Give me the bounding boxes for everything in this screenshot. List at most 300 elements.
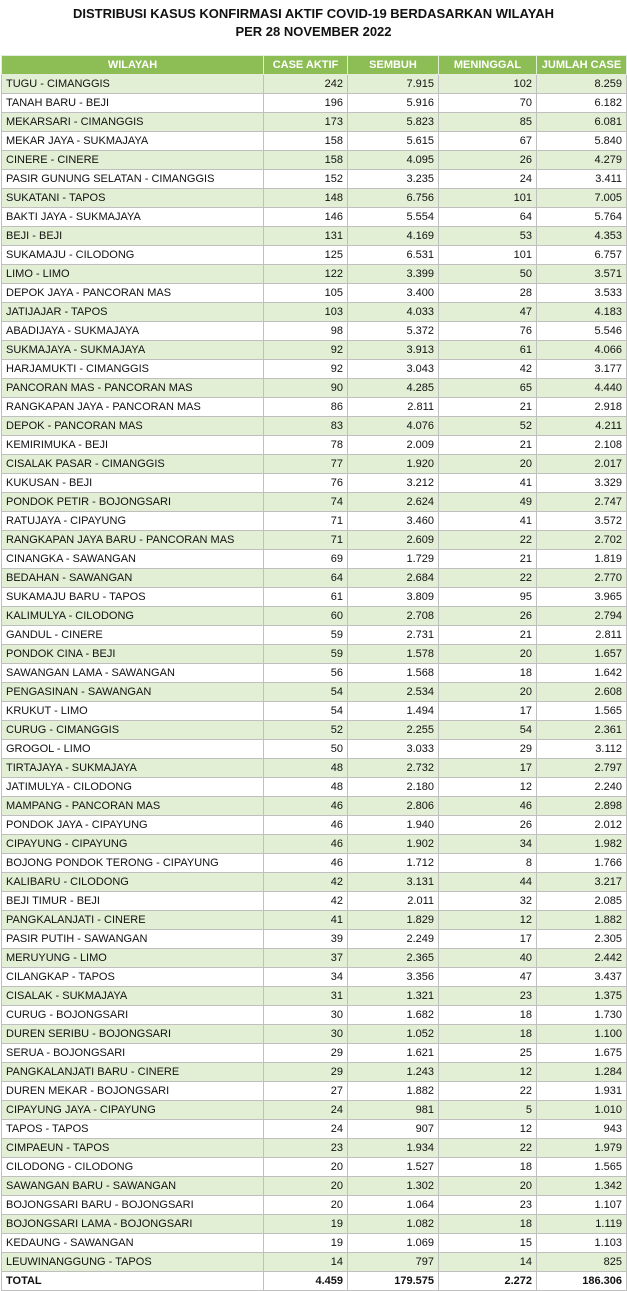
cell-sembuh: 2.011 (348, 892, 439, 911)
cell-case-aktif: 173 (264, 113, 348, 132)
cell-wilayah: LEUWINANGGUNG - TAPOS (2, 1253, 264, 1272)
cell-meninggal: 85 (439, 113, 537, 132)
table-row (2, 1101, 627, 1120)
cell-meninggal: 18 (439, 1006, 537, 1025)
cell-meninggal: 20 (439, 455, 537, 474)
cell-sembuh: 6.756 (348, 189, 439, 208)
cell-meninggal: 21 (439, 626, 537, 645)
cell-jumlah-case: 3.177 (537, 360, 627, 379)
table-row (2, 474, 627, 493)
cell-case-aktif: 46 (264, 835, 348, 854)
header-wilayah: WILAYAH (2, 56, 264, 75)
table-row (2, 664, 627, 683)
table-row (2, 1196, 627, 1215)
cell-wilayah: MEKARSARI - CIMANGGIS (2, 113, 264, 132)
cell-jumlah-case: 2.898 (537, 797, 627, 816)
cell-case-aktif: 71 (264, 531, 348, 550)
cell-jumlah-case: 2.702 (537, 531, 627, 550)
cell-sembuh: 4.076 (348, 417, 439, 436)
cell-wilayah: CURUG - BOJONGSARI (2, 1006, 264, 1025)
cell-meninggal: 32 (439, 892, 537, 911)
cell-jumlah-case: 1.675 (537, 1044, 627, 1063)
cell-case-aktif: 56 (264, 664, 348, 683)
cell-wilayah: KUKUSAN - BEJI (2, 474, 264, 493)
cell-case-aktif: 77 (264, 455, 348, 474)
table-row (2, 873, 627, 892)
cell-wilayah: BOJONGSARI LAMA - BOJONGSARI (2, 1215, 264, 1234)
cell-meninggal: 12 (439, 1120, 537, 1139)
cell-wilayah: GANDUL - CINERE (2, 626, 264, 645)
cell-jumlah-case: 2.085 (537, 892, 627, 911)
cell-sembuh: 3.913 (348, 341, 439, 360)
cell-meninggal: 17 (439, 702, 537, 721)
cell-sembuh: 1.882 (348, 1082, 439, 1101)
cell-sembuh: 7.915 (348, 75, 439, 94)
cell-meninggal: 18 (439, 664, 537, 683)
cell-meninggal: 52 (439, 417, 537, 436)
cell-wilayah: PANGKALANJATI BARU - CINERE (2, 1063, 264, 1082)
cell-case-aktif: 20 (264, 1158, 348, 1177)
cell-wilayah: MEKAR JAYA - SUKMAJAYA (2, 132, 264, 151)
cell-sembuh: 1.829 (348, 911, 439, 930)
cell-case-aktif: 42 (264, 892, 348, 911)
table-row (2, 360, 627, 379)
cell-wilayah: SUKATANI - TAPOS (2, 189, 264, 208)
cell-jumlah-case: 1.107 (537, 1196, 627, 1215)
cell-meninggal: 64 (439, 208, 537, 227)
cell-jumlah-case: 3.533 (537, 284, 627, 303)
cell-case-aktif: 86 (264, 398, 348, 417)
cell-sembuh: 1.069 (348, 1234, 439, 1253)
cell-wilayah: BEJI - BEJI (2, 227, 264, 246)
cell-meninggal: 41 (439, 474, 537, 493)
report-title (0, 0, 627, 40)
cell-jumlah-case: 3.965 (537, 588, 627, 607)
cell-sembuh: 3.033 (348, 740, 439, 759)
cell-meninggal: 21 (439, 550, 537, 569)
cell-case-aktif: 103 (264, 303, 348, 322)
cell-wilayah: CISALAK - SUKMAJAYA (2, 987, 264, 1006)
cell-jumlah-case: 1.103 (537, 1234, 627, 1253)
cell-wilayah: SUKAMAJU BARU - TAPOS (2, 588, 264, 607)
cell-wilayah: KEMIRIMUKA - BEJI (2, 436, 264, 455)
cell-meninggal: 46 (439, 797, 537, 816)
cell-jumlah-case: 1.730 (537, 1006, 627, 1025)
cell-case-aktif: 148 (264, 189, 348, 208)
cell-jumlah-case: 1.284 (537, 1063, 627, 1082)
cell-case-aktif: 122 (264, 265, 348, 284)
cell-case-aktif: 19 (264, 1215, 348, 1234)
cell-sembuh: 3.356 (348, 968, 439, 987)
cell-jumlah-case: 1.010 (537, 1101, 627, 1120)
table-row (2, 797, 627, 816)
cell-wilayah: MAMPANG - PANCORAN MAS (2, 797, 264, 816)
table-row (2, 759, 627, 778)
cell-case-aktif: 152 (264, 170, 348, 189)
cell-meninggal: 20 (439, 683, 537, 702)
cell-wilayah: RATUJAYA - CIPAYUNG (2, 512, 264, 531)
cell-sembuh: 1.729 (348, 550, 439, 569)
cell-case-aktif: 20 (264, 1177, 348, 1196)
total-meninggal: 2.272 (439, 1272, 537, 1291)
cell-jumlah-case: 1.565 (537, 702, 627, 721)
cell-jumlah-case: 1.882 (537, 911, 627, 930)
table-row (2, 284, 627, 303)
cell-sembuh: 4.169 (348, 227, 439, 246)
cell-jumlah-case: 3.571 (537, 265, 627, 284)
table-row (2, 588, 627, 607)
cell-sembuh: 1.920 (348, 455, 439, 474)
cell-wilayah: CINERE - CINERE (2, 151, 264, 170)
cell-wilayah: KALIBARU - CILODONG (2, 873, 264, 892)
cell-meninggal: 65 (439, 379, 537, 398)
cell-jumlah-case: 2.770 (537, 569, 627, 588)
cell-case-aktif: 19 (264, 1234, 348, 1253)
cell-case-aktif: 76 (264, 474, 348, 493)
cell-wilayah: SERUA - BOJONGSARI (2, 1044, 264, 1063)
cell-meninggal: 14 (439, 1253, 537, 1272)
cell-case-aktif: 29 (264, 1063, 348, 1082)
cell-meninggal: 20 (439, 1177, 537, 1196)
cell-wilayah: CIMPAEUN - TAPOS (2, 1139, 264, 1158)
table-row (2, 1006, 627, 1025)
cell-sembuh: 2.249 (348, 930, 439, 949)
cell-sembuh: 1.621 (348, 1044, 439, 1063)
cell-sembuh: 2.365 (348, 949, 439, 968)
cell-meninggal: 12 (439, 911, 537, 930)
cell-meninggal: 21 (439, 398, 537, 417)
cell-sembuh: 1.064 (348, 1196, 439, 1215)
cell-sembuh: 3.043 (348, 360, 439, 379)
cell-sembuh: 1.568 (348, 664, 439, 683)
cell-wilayah: PASIR PUTIH - SAWANGAN (2, 930, 264, 949)
cell-wilayah: MERUYUNG - LIMO (2, 949, 264, 968)
table-row (2, 493, 627, 512)
cell-case-aktif: 242 (264, 75, 348, 94)
cell-case-aktif: 158 (264, 151, 348, 170)
cell-case-aktif: 48 (264, 759, 348, 778)
table-row (2, 1063, 627, 1082)
cell-meninggal: 23 (439, 987, 537, 1006)
cell-case-aktif: 46 (264, 797, 348, 816)
cell-sembuh: 1.578 (348, 645, 439, 664)
cell-sembuh: 1.243 (348, 1063, 439, 1082)
cell-sembuh: 3.460 (348, 512, 439, 531)
total-label: TOTAL (2, 1272, 264, 1291)
cell-jumlah-case: 943 (537, 1120, 627, 1139)
cell-meninggal: 15 (439, 1234, 537, 1253)
cell-case-aktif: 105 (264, 284, 348, 303)
cell-jumlah-case: 3.437 (537, 968, 627, 987)
table-row (2, 227, 627, 246)
cell-case-aktif: 131 (264, 227, 348, 246)
cell-wilayah: DEPOK - PANCORAN MAS (2, 417, 264, 436)
title-line-1: DISTRIBUSI KASUS KONFIRMASI AKTIF COVID-19 BERDASARKAN WILAYAH (72, 6, 555, 21)
cell-sembuh: 3.235 (348, 170, 439, 189)
cell-wilayah: DUREN SERIBU - BOJONGSARI (2, 1025, 264, 1044)
cell-wilayah: BEDAHAN - SAWANGAN (2, 569, 264, 588)
cell-meninggal: 61 (439, 341, 537, 360)
cell-case-aktif: 54 (264, 702, 348, 721)
cell-jumlah-case: 6.757 (537, 246, 627, 265)
cell-wilayah: PONDOK JAYA - CIPAYUNG (2, 816, 264, 835)
cell-case-aktif: 52 (264, 721, 348, 740)
cell-case-aktif: 196 (264, 94, 348, 113)
table-row (2, 930, 627, 949)
cell-case-aktif: 69 (264, 550, 348, 569)
cell-sembuh: 1.494 (348, 702, 439, 721)
cell-meninggal: 22 (439, 531, 537, 550)
cell-sembuh: 4.033 (348, 303, 439, 322)
cell-meninggal: 18 (439, 1158, 537, 1177)
cell-case-aktif: 27 (264, 1082, 348, 1101)
cell-wilayah: RANGKAPAN JAYA - PANCORAN MAS (2, 398, 264, 417)
cell-jumlah-case: 3.329 (537, 474, 627, 493)
cell-meninggal: 53 (439, 227, 537, 246)
cell-case-aktif: 64 (264, 569, 348, 588)
cell-jumlah-case: 1.375 (537, 987, 627, 1006)
spacer (0, 40, 627, 55)
table-row (2, 1253, 627, 1272)
table-row (2, 113, 627, 132)
cell-jumlah-case: 1.819 (537, 550, 627, 569)
table-header-row (2, 56, 627, 75)
cell-case-aktif: 158 (264, 132, 348, 151)
header-meninggal: MENINGGAL (439, 56, 537, 75)
table-body (2, 75, 627, 1272)
cell-wilayah: SAWANGAN LAMA - SAWANGAN (2, 664, 264, 683)
cell-meninggal: 54 (439, 721, 537, 740)
cell-meninggal: 12 (439, 1063, 537, 1082)
cell-case-aktif: 60 (264, 607, 348, 626)
cell-case-aktif: 83 (264, 417, 348, 436)
cell-wilayah: BOJONG PONDOK TERONG - CIPAYUNG (2, 854, 264, 873)
cell-meninggal: 40 (439, 949, 537, 968)
cell-case-aktif: 23 (264, 1139, 348, 1158)
cell-jumlah-case: 1.931 (537, 1082, 627, 1101)
cell-sembuh: 2.731 (348, 626, 439, 645)
cell-sembuh: 1.302 (348, 1177, 439, 1196)
cell-sembuh: 3.809 (348, 588, 439, 607)
cell-sembuh: 907 (348, 1120, 439, 1139)
total-row (2, 1272, 627, 1291)
cell-case-aktif: 92 (264, 341, 348, 360)
covid-distribution-table (1, 55, 627, 1291)
cell-wilayah: LIMO - LIMO (2, 265, 264, 284)
cell-jumlah-case: 5.840 (537, 132, 627, 151)
cell-jumlah-case: 2.918 (537, 398, 627, 417)
cell-wilayah: PENGASINAN - SAWANGAN (2, 683, 264, 702)
table-row (2, 683, 627, 702)
cell-sembuh: 2.684 (348, 569, 439, 588)
cell-jumlah-case: 1.642 (537, 664, 627, 683)
cell-case-aktif: 90 (264, 379, 348, 398)
cell-jumlah-case: 1.979 (537, 1139, 627, 1158)
cell-jumlah-case: 2.361 (537, 721, 627, 740)
cell-meninggal: 17 (439, 930, 537, 949)
table-row (2, 569, 627, 588)
cell-meninggal: 49 (439, 493, 537, 512)
table-row (2, 170, 627, 189)
cell-wilayah: DUREN MEKAR - BOJONGSARI (2, 1082, 264, 1101)
cell-meninggal: 18 (439, 1215, 537, 1234)
cell-meninggal: 18 (439, 1025, 537, 1044)
cell-case-aktif: 34 (264, 968, 348, 987)
cell-case-aktif: 31 (264, 987, 348, 1006)
cell-meninggal: 76 (439, 322, 537, 341)
cell-jumlah-case: 1.565 (537, 1158, 627, 1177)
cell-jumlah-case: 1.119 (537, 1215, 627, 1234)
cell-wilayah: KRUKUT - LIMO (2, 702, 264, 721)
cell-sembuh: 2.180 (348, 778, 439, 797)
cell-meninggal: 70 (439, 94, 537, 113)
cell-case-aktif: 46 (264, 816, 348, 835)
cell-wilayah: RANGKAPAN JAYA BARU - PANCORAN MAS (2, 531, 264, 550)
cell-sembuh: 1.052 (348, 1025, 439, 1044)
cell-sembuh: 3.399 (348, 265, 439, 284)
table-row (2, 94, 627, 113)
cell-sembuh: 2.732 (348, 759, 439, 778)
cell-wilayah: SAWANGAN BARU - SAWANGAN (2, 1177, 264, 1196)
cell-wilayah: PANCORAN MAS - PANCORAN MAS (2, 379, 264, 398)
cell-wilayah: DEPOK JAYA - PANCORAN MAS (2, 284, 264, 303)
table-row (2, 550, 627, 569)
cell-wilayah: GROGOL - LIMO (2, 740, 264, 759)
table-row (2, 455, 627, 474)
cell-meninggal: 26 (439, 607, 537, 626)
cell-sembuh: 1.902 (348, 835, 439, 854)
cell-sembuh: 2.255 (348, 721, 439, 740)
cell-jumlah-case: 6.081 (537, 113, 627, 132)
cell-meninggal: 22 (439, 1082, 537, 1101)
table-row (2, 1120, 627, 1139)
table-row (2, 151, 627, 170)
table-row (2, 607, 627, 626)
table-row (2, 1025, 627, 1044)
table-row (2, 132, 627, 151)
cell-jumlah-case: 3.572 (537, 512, 627, 531)
cell-jumlah-case: 3.411 (537, 170, 627, 189)
table-row (2, 702, 627, 721)
cell-sembuh: 1.321 (348, 987, 439, 1006)
cell-wilayah: KALIMULYA - CILODONG (2, 607, 264, 626)
cell-meninggal: 50 (439, 265, 537, 284)
cell-sembuh: 3.400 (348, 284, 439, 303)
cell-case-aktif: 50 (264, 740, 348, 759)
cell-jumlah-case: 4.440 (537, 379, 627, 398)
cell-wilayah: BEJI TIMUR - BEJI (2, 892, 264, 911)
cell-jumlah-case: 2.811 (537, 626, 627, 645)
cell-case-aktif: 24 (264, 1101, 348, 1120)
cell-sembuh: 5.916 (348, 94, 439, 113)
cell-meninggal: 17 (439, 759, 537, 778)
cell-jumlah-case: 1.766 (537, 854, 627, 873)
cell-jumlah-case: 1.100 (537, 1025, 627, 1044)
cell-jumlah-case: 2.608 (537, 683, 627, 702)
cell-jumlah-case: 7.005 (537, 189, 627, 208)
table-row (2, 816, 627, 835)
table-row (2, 778, 627, 797)
cell-case-aktif: 29 (264, 1044, 348, 1063)
table-row (2, 322, 627, 341)
cell-wilayah: TAPOS - TAPOS (2, 1120, 264, 1139)
cell-meninggal: 95 (439, 588, 537, 607)
cell-sembuh: 4.095 (348, 151, 439, 170)
table-row (2, 265, 627, 284)
cell-jumlah-case: 4.279 (537, 151, 627, 170)
cell-jumlah-case: 3.112 (537, 740, 627, 759)
cell-case-aktif: 48 (264, 778, 348, 797)
cell-jumlah-case: 2.305 (537, 930, 627, 949)
cell-wilayah: PASIR GUNUNG SELATAN - CIMANGGIS (2, 170, 264, 189)
table-row (2, 75, 627, 94)
cell-case-aktif: 54 (264, 683, 348, 702)
cell-case-aktif: 30 (264, 1006, 348, 1025)
cell-jumlah-case: 2.797 (537, 759, 627, 778)
cell-meninggal: 21 (439, 436, 537, 455)
cell-sembuh: 6.531 (348, 246, 439, 265)
header-jumlah-case: JUMLAH CASE (537, 56, 627, 75)
cell-meninggal: 101 (439, 189, 537, 208)
cell-meninggal: 25 (439, 1044, 537, 1063)
header-case-aktif: CASE AKTIF (264, 56, 348, 75)
cell-sembuh: 3.212 (348, 474, 439, 493)
table-row (2, 1234, 627, 1253)
cell-wilayah: PANGKALANJATI - CINERE (2, 911, 264, 930)
cell-meninggal: 8 (439, 854, 537, 873)
table-row (2, 379, 627, 398)
table-row (2, 1158, 627, 1177)
cell-sembuh: 5.372 (348, 322, 439, 341)
cell-jumlah-case: 5.546 (537, 322, 627, 341)
cell-jumlah-case: 4.183 (537, 303, 627, 322)
table-row (2, 512, 627, 531)
cell-wilayah: SUKMAJAYA - SUKMAJAYA (2, 341, 264, 360)
table-row (2, 303, 627, 322)
table-row (2, 854, 627, 873)
cell-meninggal: 23 (439, 1196, 537, 1215)
cell-wilayah: ABADIJAYA - SUKMAJAYA (2, 322, 264, 341)
table-row (2, 949, 627, 968)
cell-jumlah-case: 6.182 (537, 94, 627, 113)
cell-case-aktif: 42 (264, 873, 348, 892)
cell-sembuh: 1.082 (348, 1215, 439, 1234)
cell-wilayah: SUKAMAJU - CILODONG (2, 246, 264, 265)
cell-wilayah: BAKTI JAYA - SUKMAJAYA (2, 208, 264, 227)
cell-meninggal: 44 (439, 873, 537, 892)
cell-meninggal: 41 (439, 512, 537, 531)
cell-jumlah-case: 4.066 (537, 341, 627, 360)
cell-jumlah-case: 1.982 (537, 835, 627, 854)
cell-jumlah-case: 2.794 (537, 607, 627, 626)
cell-case-aktif: 30 (264, 1025, 348, 1044)
cell-wilayah: TANAH BARU - BEJI (2, 94, 264, 113)
cell-jumlah-case: 4.211 (537, 417, 627, 436)
cell-case-aktif: 74 (264, 493, 348, 512)
cell-wilayah: HARJAMUKTI - CIMANGGIS (2, 360, 264, 379)
cell-jumlah-case: 2.108 (537, 436, 627, 455)
cell-meninggal: 26 (439, 151, 537, 170)
cell-wilayah: CILANGKAP - TAPOS (2, 968, 264, 987)
cell-meninggal: 34 (439, 835, 537, 854)
cell-sembuh: 2.009 (348, 436, 439, 455)
cell-jumlah-case: 2.240 (537, 778, 627, 797)
cell-jumlah-case: 4.353 (537, 227, 627, 246)
cell-wilayah: JATIMULYA - CILODONG (2, 778, 264, 797)
cell-wilayah: TUGU - CIMANGGIS (2, 75, 264, 94)
cell-wilayah: PONDOK PETIR - BOJONGSARI (2, 493, 264, 512)
cell-case-aktif: 146 (264, 208, 348, 227)
